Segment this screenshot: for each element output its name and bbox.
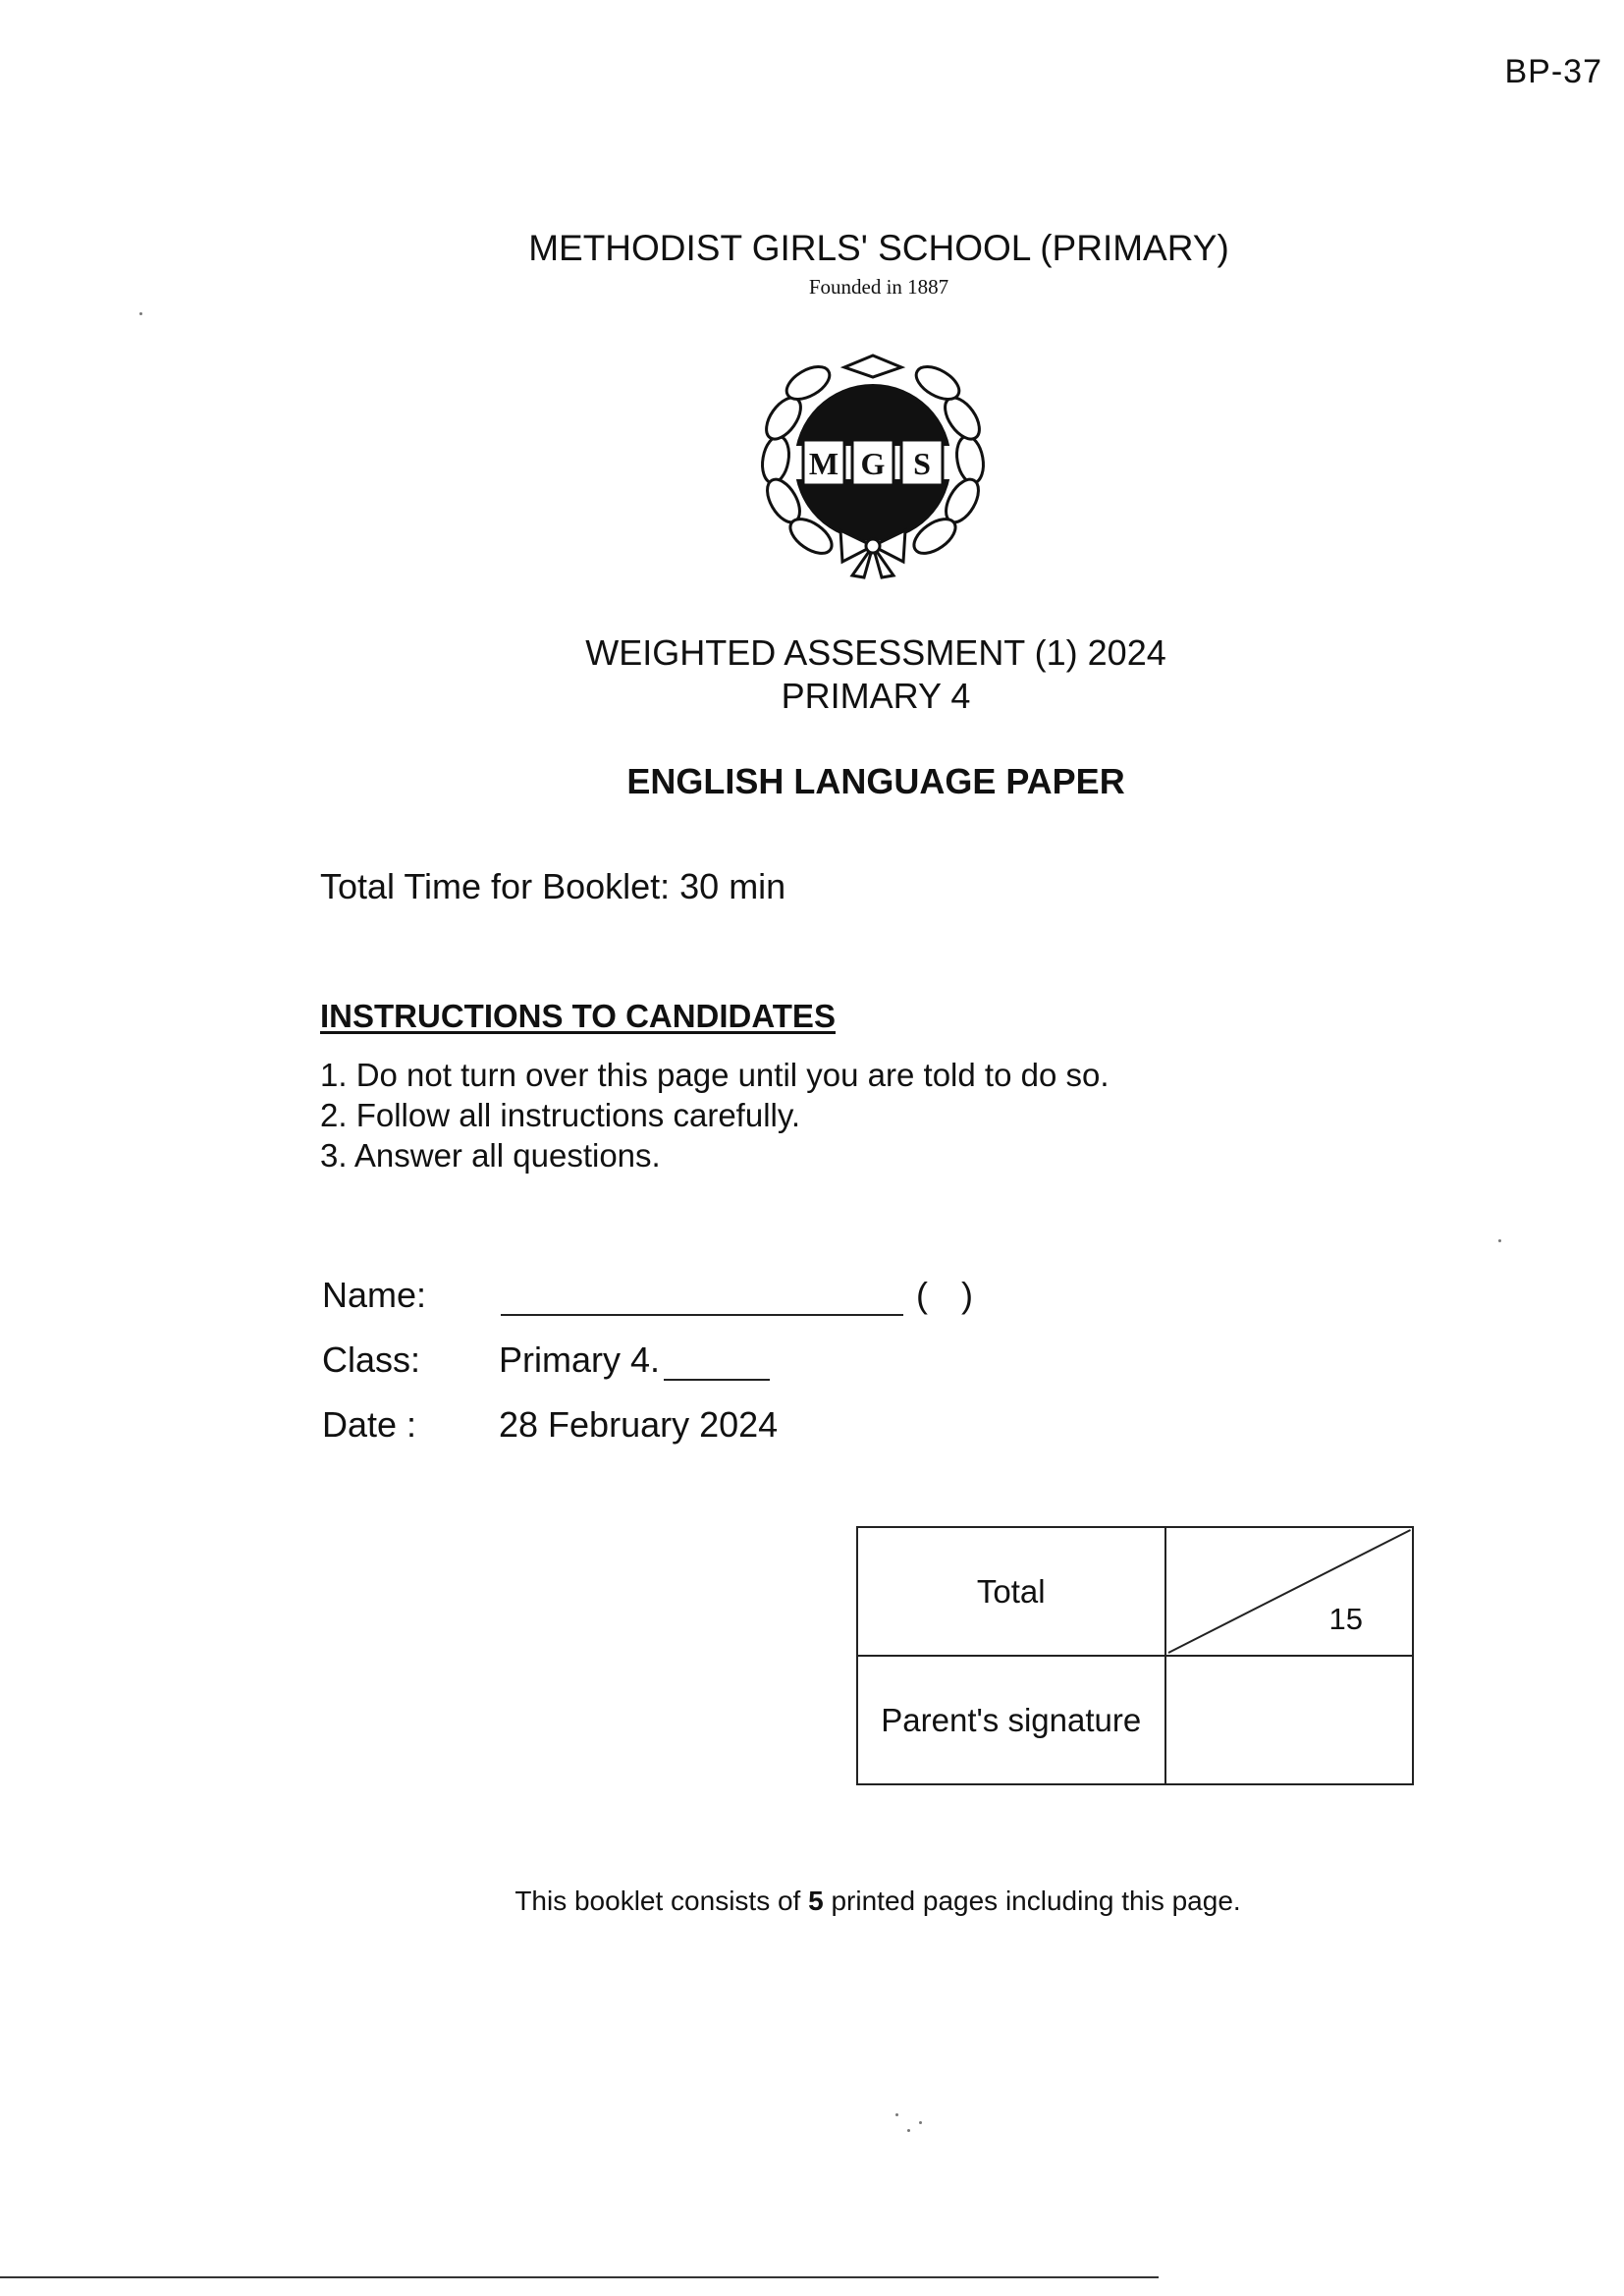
level-title: PRIMARY 4	[781, 676, 971, 716]
paper-title: ENGLISH LANGUAGE PAPER	[626, 761, 1125, 801]
instructions-heading: INSTRUCTIONS TO CANDIDATES	[320, 998, 836, 1034]
page-code: BP-37	[1504, 53, 1602, 90]
school-crest-logo	[754, 344, 992, 581]
scan-speck	[907, 2129, 910, 2132]
scan-speck	[139, 312, 142, 315]
bottom-rule	[0, 2276, 1159, 2278]
score-diagonal-line	[1166, 1528, 1412, 1655]
instruction-item: 1. Do not turn over this page until you are told to do so.	[320, 1057, 1110, 1093]
class-label: Class:	[322, 1339, 421, 1380]
scan-speck	[895, 2113, 898, 2116]
svg-text:S: S	[913, 446, 931, 481]
founded-year: Founded in 1887	[808, 275, 949, 299]
register-number-parentheses[interactable]: ( )	[916, 1275, 973, 1315]
total-max-marks: 15	[1328, 1602, 1363, 1636]
instruction-item: 3. Answer all questions.	[320, 1137, 661, 1174]
signature-label: Parent's signature	[857, 1656, 1165, 1784]
total-score-cell[interactable]	[1165, 1527, 1413, 1656]
date-label: Date :	[322, 1404, 417, 1445]
scan-speck	[919, 2121, 922, 2124]
svg-text:M: M	[808, 446, 839, 481]
class-input-line[interactable]	[664, 1341, 770, 1381]
booklet-page-count: 5	[808, 1886, 824, 1916]
assessment-title: WEIGHTED ASSESSMENT (1) 2024	[585, 632, 1166, 673]
instruction-item: 2. Follow all instructions carefully.	[320, 1097, 801, 1133]
class-value: Primary 4.	[499, 1339, 661, 1380]
total-time: Total Time for Booklet: 30 min	[320, 866, 786, 906]
name-input-line[interactable]	[501, 1314, 903, 1316]
signature-row	[857, 1656, 1413, 1784]
svg-text:G: G	[860, 446, 886, 481]
school-name: METHODIST GIRLS' SCHOOL (PRIMARY)	[528, 228, 1229, 268]
date-value: 28 February 2024	[499, 1404, 779, 1445]
signature-cell[interactable]	[1165, 1656, 1413, 1784]
instructions-list	[320, 1055, 1110, 1175]
booklet-note	[0, 1886, 1624, 1917]
name-label: Name:	[322, 1275, 427, 1315]
total-row	[857, 1527, 1413, 1656]
score-table	[856, 1526, 1414, 1785]
scan-speck	[1498, 1239, 1501, 1242]
booklet-note-text: This booklet consists of	[514, 1886, 809, 1916]
booklet-note-text-end: printed pages including this page.	[823, 1886, 1241, 1916]
total-label: Total	[857, 1527, 1165, 1656]
class-value-group	[499, 1339, 770, 1381]
